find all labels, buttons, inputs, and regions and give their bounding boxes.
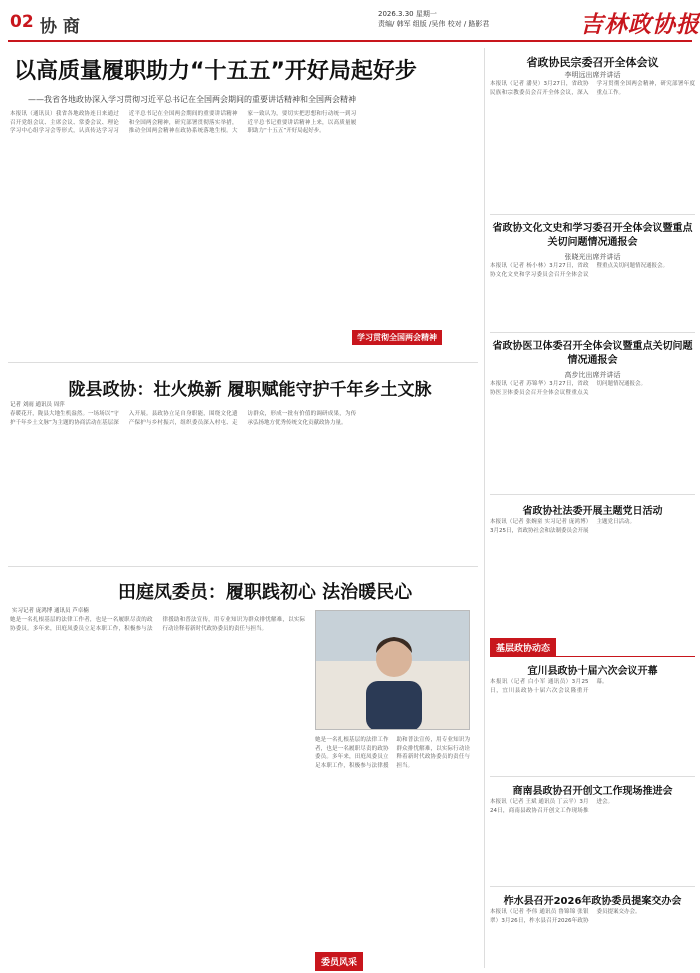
column-divider: [484, 48, 485, 968]
right-art3-sub: 高步比出席并讲话: [564, 371, 621, 379]
yanbian-body: 春暖花开，陇县大地生机盎然。一场场以“守护千年乡土文脉”为主题的协商活动在基层深入开展。县政协立足自身职能，围绕文化遗产保护与乡村振兴，组织委员深入村屯、走访群众，形成一批有价值的调研成果，为传承弘扬地方优秀传统文化贡献政协力量。: [10, 411, 357, 426]
divider: [490, 214, 695, 215]
right-art5-body: 本报讯（记者 白小军 通讯员）3月25日，宜川县政协十届六次会议隆重开幕。: [490, 679, 608, 694]
divider: [8, 566, 478, 567]
right-art4-body: 本报讯（记者 张婉童 实习记者 庞鸿博）3月25日，省政协社会和法制委员会开展主题党日活动。: [490, 519, 636, 534]
right-art2-sub: 张晓光出席并讲话: [564, 253, 621, 261]
divider: [490, 886, 695, 887]
right-art7-title: 柞水县召开2026年政协委员提案交办会: [503, 896, 682, 907]
section-tag-members: 委员风采: [315, 952, 363, 971]
section-tag-grassroots: 基层政协动态: [490, 638, 556, 657]
lead-body: 本报讯（通讯员）我省各地政协连日来通过召开党组会议、主席会议、常委会议、理论学习中心组学习会等形式，认真传达学习习近平总书记在全国两会期间的重要讲话精神和全国两会精神，研究部署贯彻落实举措，推动全国两会精神在政协系统落地生根。大家一致认为，要切实把思想和行动统一到习近平总书记重要讲话精神上来，以高质量履职助力“十五五”开好局起好步。: [10, 111, 357, 135]
newspaper-brand: 吉林政协报: [580, 12, 700, 38]
lead-tag: 学习贯彻全国两会精神: [352, 330, 442, 345]
header-rule: [8, 40, 692, 42]
divider: [490, 656, 695, 657]
lead-title: 以高质量履职助力“十五五”开好局起好步: [14, 59, 417, 84]
right-art3-title: 省政协医卫体委召开全体会议暨重点关切问题情况通报会: [492, 341, 693, 366]
tian-body-continued: 她是一名扎根基层的法律工作者，也是一名履职尽责的政协委员。多年来，田庭凤委员立足本职工作，积极参与法律援助和普法宣传，用专业知识为群众排忧解难，以实际行动诠释着新时代政协委员的责任与担当。: [315, 737, 470, 769]
yanbian-title: 陇县政协：壮火焕新 履职赋能守护千年乡土文脉: [68, 380, 432, 400]
page-number: 02: [10, 12, 34, 32]
divider: [490, 332, 695, 333]
right-art2-title: 省政协文化文史和学习委召开全体会议暨重点关切问题情况通报会: [492, 223, 693, 248]
editor-credits: 责编/ 韩军 组版 /吴伟 校对 / 路影君: [378, 20, 490, 28]
issue-date: 2026.3.30 星期一: [378, 10, 437, 18]
right-art7-body: 本报讯（记者 李伟 通讯员 鲁锦锦 张银翠）3月26日，柞水县召开2026年政协委员提案交办会。: [490, 909, 641, 924]
divider: [490, 776, 695, 777]
right-art2-body: 本报讯（记者 杨小林）3月27日，省政协文化文史和学习委员会召开全体会议暨重点关切问题情况通报会。: [490, 263, 669, 278]
right-art3-body: 本报讯（记者 苏锦华）3月27日，省政协医卫体委员会召开全体会议暨重点关切问题情况通报会。: [490, 381, 647, 396]
yanbian-byline: 记者 刘雨 通讯员 周萍: [10, 402, 65, 408]
masthead: [0, 0, 700, 44]
lead-subtitle: ——我省各地政协深入学习贯彻习近平总书记在全国两会期间的重要讲话精神和全国两会精神: [28, 95, 356, 104]
right-art5-title: 宜川县政协十届六次会议开幕: [527, 666, 658, 677]
right-art4-title: 省政协社法委开展主题党日活动: [522, 506, 663, 517]
portrait-photo: [315, 610, 470, 730]
right-art6-title: 商南县政协召开创文工作现场推进会: [512, 786, 673, 797]
header-info: [378, 9, 489, 29]
right-art1-title: 省政协民宗委召开全体会议: [526, 56, 659, 69]
right-art6-body: 本报讯（记者 王斌 通讯员 丁云平）3月24日，商南县政协召开创文工作现场推进会。: [490, 799, 614, 814]
portrait-illustration: [316, 611, 470, 730]
right-art1-body: 本报讯（记者 潘昊）3月27日，省政协民族和宗教委员会召开全体会议，深入学习贯彻全国两会精神，研究部署年度重点工作。: [490, 81, 695, 96]
tian-body: 她是一名扎根基层的法律工作者，也是一名履职尽责的政协委员。多年来，田庭凤委员立足本职工作，积极参与法律援助和普法宣传，用专业知识为群众排忧解难，以实际行动诠释着新时代政协委员的责任与担当。: [10, 617, 305, 632]
divider: [490, 494, 695, 495]
tian-title: 田庭凤委员：履职践初心 法治暖民心: [117, 582, 413, 603]
right-art1-sub: 李明远出席并讲话: [564, 71, 621, 79]
tian-byline: 实习记者 庞鸿博 通讯员 芦卓楠: [12, 608, 89, 614]
divider: [8, 362, 478, 363]
section-name: 协 商: [40, 17, 80, 37]
